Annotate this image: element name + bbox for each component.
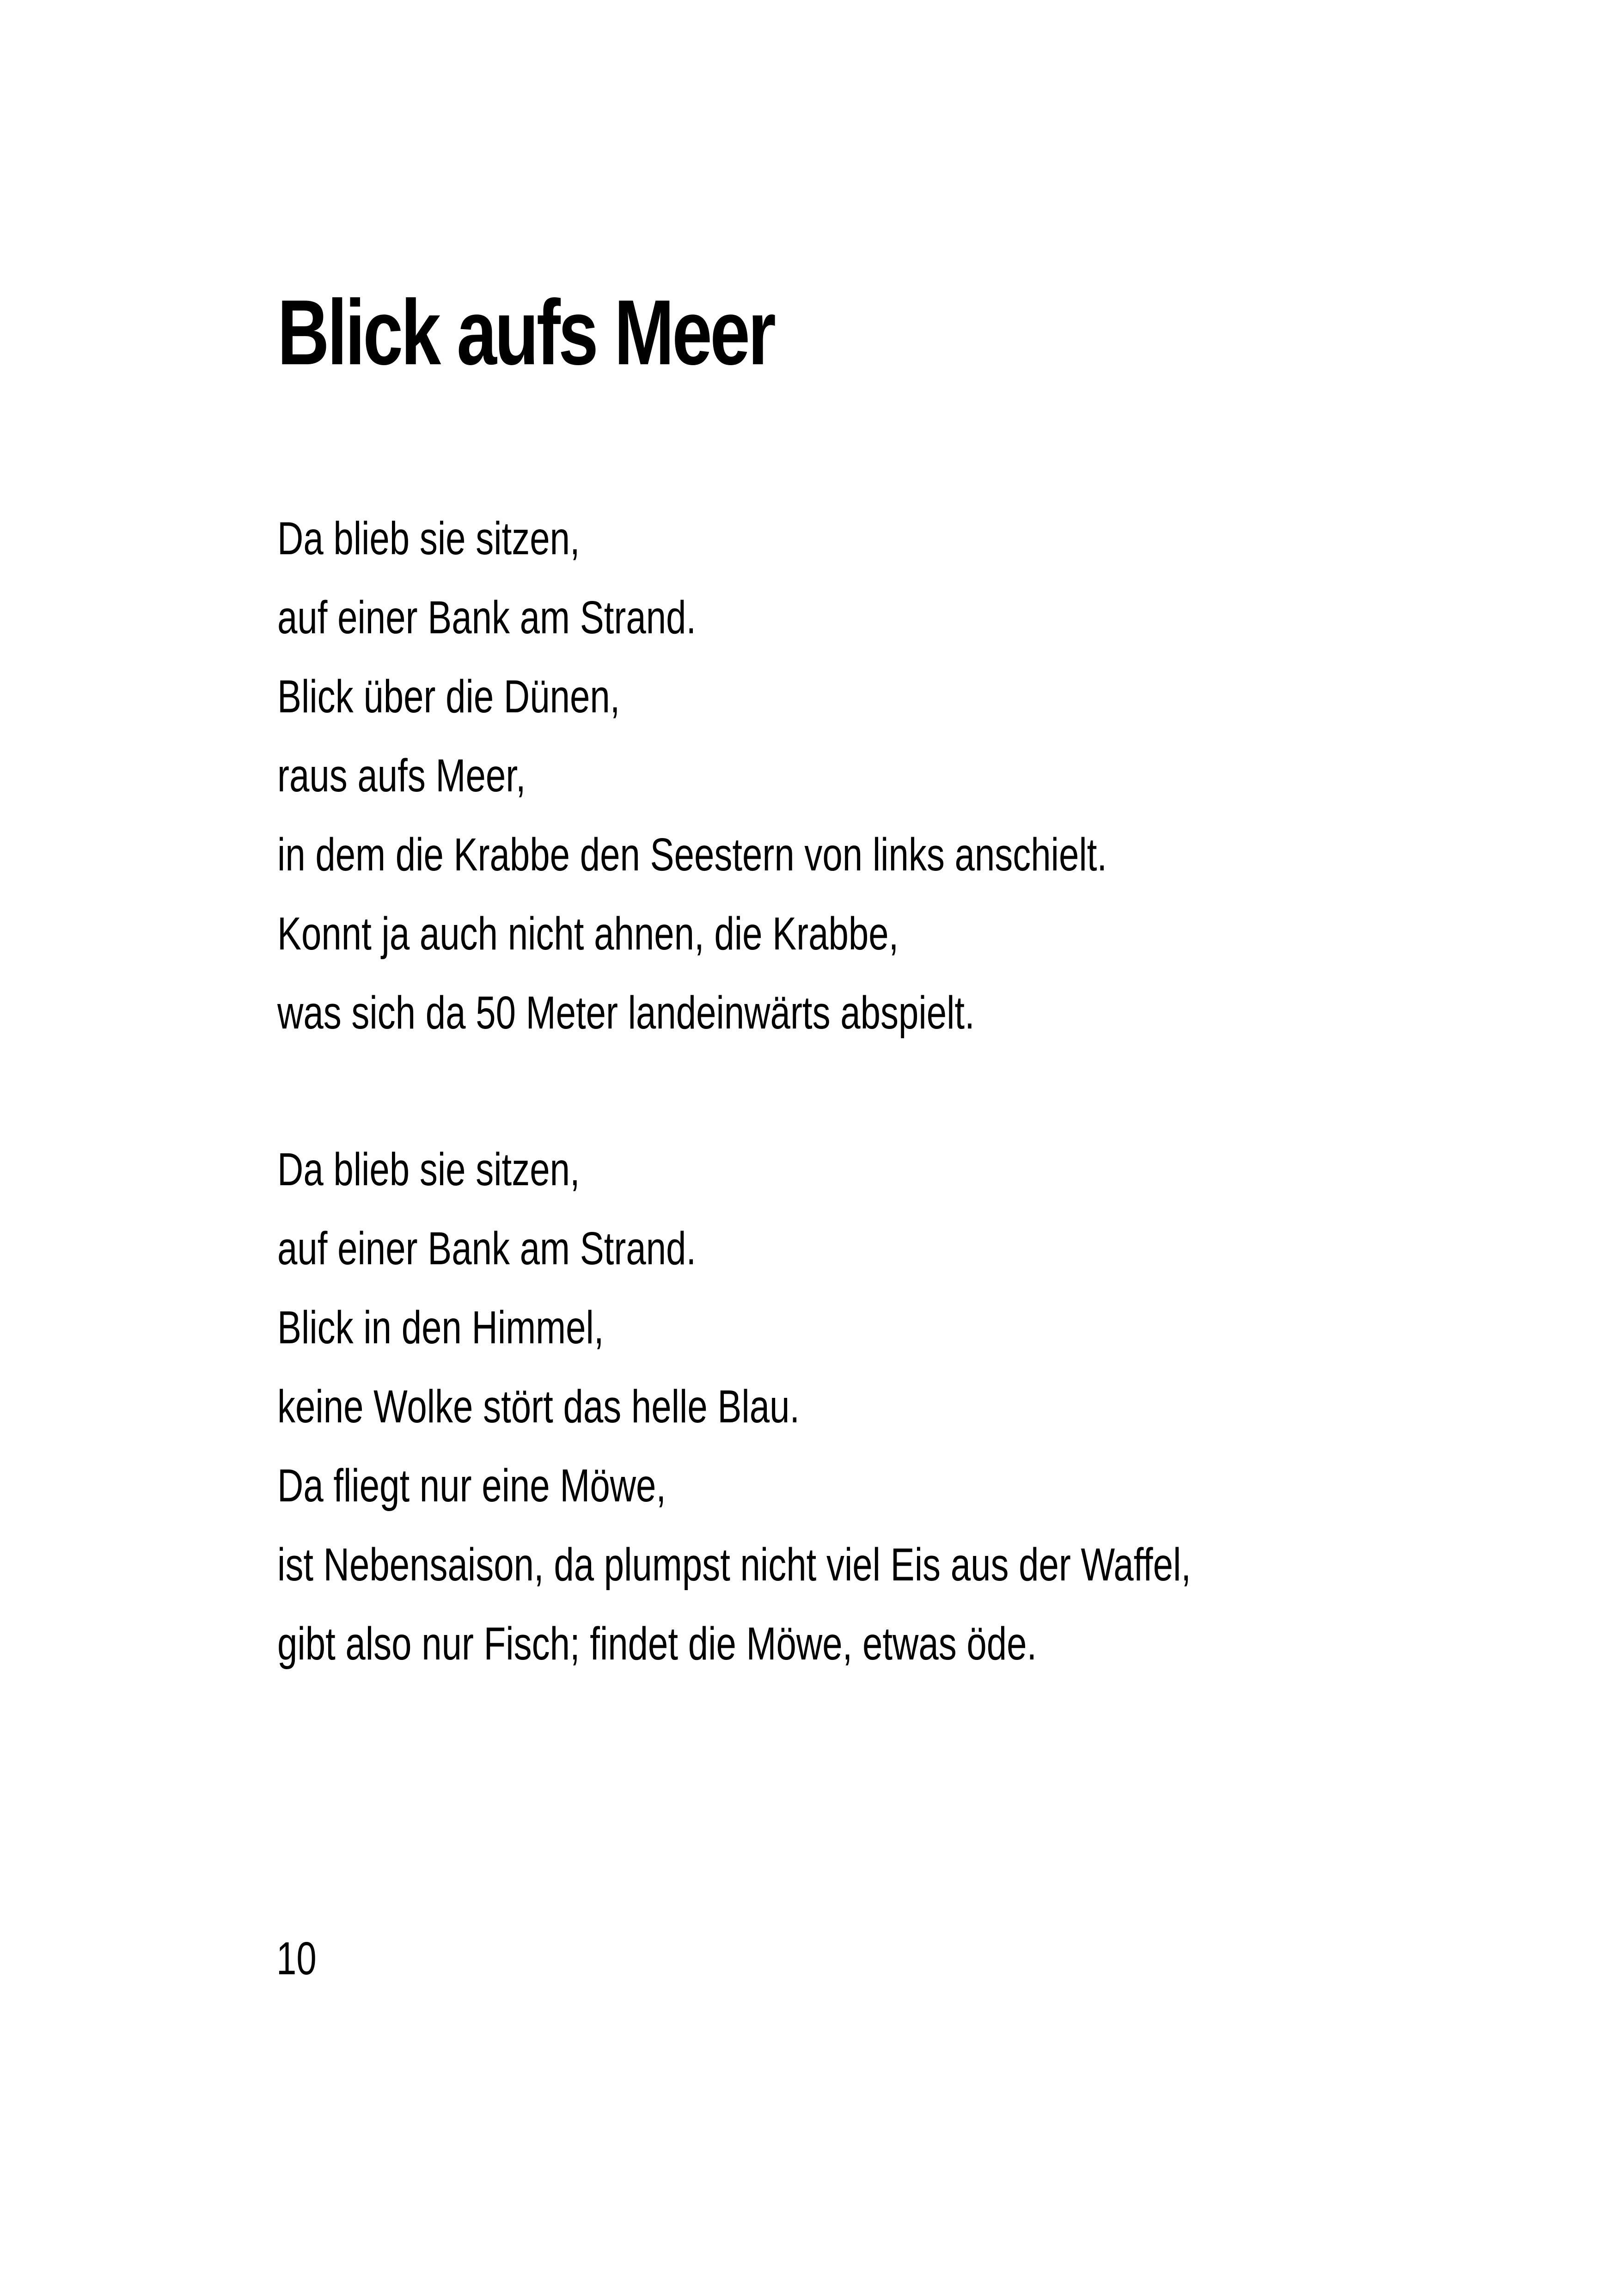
poem-line: keine Wolke stört das helle Blau. — [277, 1381, 800, 1433]
poem-line: auf einer Bank am Strand. — [277, 592, 697, 643]
poem-line: ist Nebensaison, da plumpst nicht viel Eis aus der Waffel, — [277, 1539, 1191, 1591]
poem-line: raus aufs Meer, — [277, 750, 526, 802]
poem-line: gibt also nur Fisch; findet die Möwe, etwas öde. — [277, 1618, 1037, 1670]
poem-line: Da fliegt nur eine Möwe, — [277, 1460, 666, 1512]
poem-title: Blick aufs Meer — [277, 281, 774, 384]
poem-line: in dem die Krabbe den Seestern von links anschielt. — [277, 829, 1107, 881]
poem-line: Konnt ja auch nicht ahnen, die Krabbe, — [277, 908, 899, 960]
poem-line: Blick in den Himmel, — [277, 1302, 604, 1353]
poem-line: Blick über die Dünen, — [277, 671, 620, 722]
poem-line: Da blieb sie sitzen, — [277, 1144, 580, 1195]
poem-line: auf einer Bank am Strand. — [277, 1223, 697, 1274]
poem-line: Da blieb sie sitzen, — [277, 513, 580, 564]
stanza-1 — [277, 508, 1341, 1062]
stanza-2 — [277, 1139, 1449, 1693]
page-number: 10 — [276, 1933, 317, 1984]
poem-line: was sich da 50 Meter landeinwärts abspielt. — [277, 987, 975, 1039]
